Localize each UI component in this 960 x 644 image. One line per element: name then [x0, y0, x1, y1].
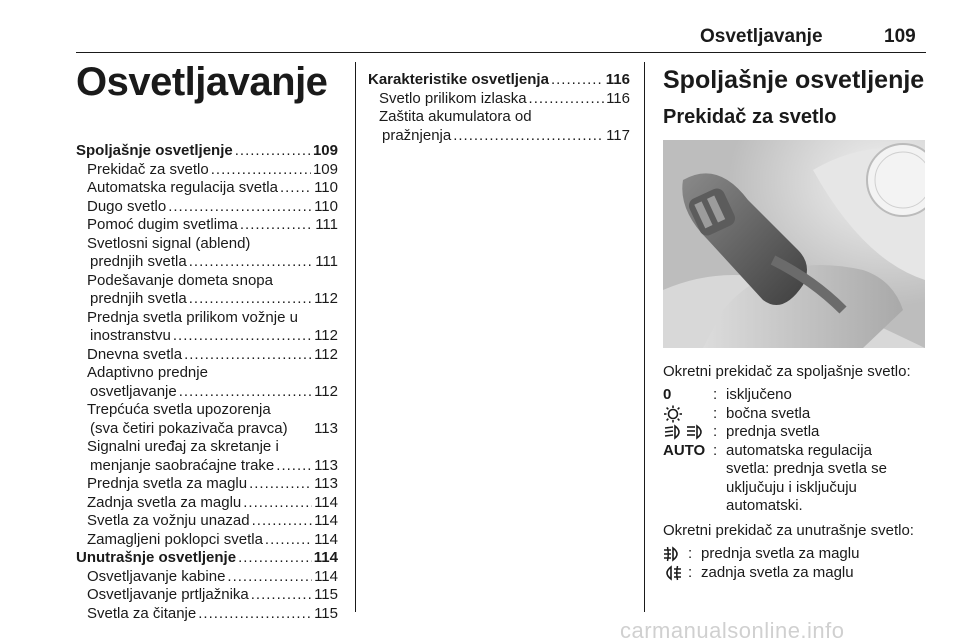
- toc-page-number: 112: [314, 290, 338, 307]
- toc-entry-text: Pomoć dugim svetlima: [87, 216, 238, 233]
- toc-page-number: 111: [315, 216, 338, 233]
- toc-page-number: 117: [606, 126, 630, 144]
- toc-leader-dots: [529, 90, 605, 107]
- toc-entry[interactable]: [76, 494, 338, 513]
- toc-leader-dots: [249, 475, 312, 492]
- toc-entry-text: Dugo svetlo: [87, 197, 167, 215]
- toc-leader-dots: [184, 346, 312, 363]
- watermark: carmanualsonline.info: [620, 618, 845, 643]
- toc-entry[interactable]: [76, 235, 338, 254]
- toc-entry[interactable]: [76, 364, 338, 383]
- toc-page-number: 114: [314, 493, 338, 511]
- toc-entry[interactable]: [76, 290, 338, 309]
- light-switch-photo: [663, 140, 925, 348]
- rear-fog-light-icon: [663, 564, 688, 583]
- toc-leader-dots: [551, 71, 604, 88]
- colon: :: [688, 545, 693, 562]
- legend-desc: zadnja svetla za maglu: [701, 563, 854, 581]
- toc-entry[interactable]: [76, 327, 338, 346]
- toc-entry-text: Trepćuća svetla upozorenja: [87, 401, 271, 418]
- toc-entry-text: Karakteristike osvetljenja: [368, 71, 549, 88]
- toc-leader-dots: [280, 179, 312, 196]
- toc-entry-text: Podešavanje dometa snopa: [87, 271, 273, 289]
- section-title: Spoljašnje osvetljenje: [663, 66, 925, 94]
- column-divider-1: [355, 62, 356, 612]
- legend-desc-line: automatska regulacija: [726, 441, 872, 459]
- toc-page-number: 115: [314, 586, 338, 603]
- colon: :: [713, 423, 718, 440]
- toc-page-number: 112: [314, 382, 338, 400]
- subsection-title: Prekidač za svetlo: [663, 106, 837, 128]
- toc-entry[interactable]: [76, 420, 338, 439]
- toc-entry-text: Unutrašnje osvetljenje: [76, 549, 237, 566]
- toc-leader-dots: [251, 586, 312, 603]
- legend-desc: bočna svetla: [726, 404, 811, 422]
- legend-desc: prednja svetla: [726, 423, 820, 440]
- toc-entry-text: Svetla za vožnju unazad: [87, 512, 250, 529]
- toc-page-number: 115: [314, 604, 338, 622]
- toc-page-number: 111: [315, 253, 338, 270]
- page-number: 109: [884, 26, 916, 47]
- toc-leader-dots: [252, 512, 312, 529]
- legend-row: [663, 386, 926, 405]
- zero-symbol: 0: [663, 386, 672, 403]
- toc-entry-text: Adaptivno prednje: [87, 364, 208, 381]
- toc-entry[interactable]: [368, 108, 630, 127]
- toc-page-number: 113: [314, 456, 338, 474]
- toc-leader-dots: [173, 327, 312, 344]
- toc-leader-dots: [211, 161, 311, 178]
- legend-desc-line: automatski.: [726, 497, 803, 514]
- toc-page-number: 109: [312, 160, 338, 178]
- colon: :: [688, 563, 693, 581]
- toc-entry-text: Prekidač za svetlo: [87, 160, 209, 178]
- toc-leader-dots: [227, 568, 312, 585]
- toc-entry-text: Svetlo prilikom izlaska: [379, 89, 527, 107]
- toc-entry-text: Prednja svetla za maglu: [87, 475, 248, 492]
- toc-entry-text: menjanje saobraćajne trake: [90, 456, 275, 474]
- toc-leader-dots: [453, 127, 604, 144]
- toc-page-number: 112: [314, 345, 338, 363]
- chapter-title: Osvetljavanje: [76, 60, 328, 104]
- toc-leader-dots: [243, 494, 312, 511]
- toc-page-number: 112: [314, 327, 338, 344]
- toc-page-number: 109: [312, 142, 338, 159]
- toc-entry-text: Dnevna svetla: [87, 345, 183, 363]
- legend-desc-line: svetla: prednja svetla se: [726, 460, 887, 477]
- legend-desc: prednja svetla za maglu: [701, 545, 860, 562]
- toc-entry[interactable]: [76, 475, 338, 494]
- toc-entry[interactable]: [76, 512, 338, 531]
- toc-entry[interactable]: [76, 198, 338, 217]
- legend-desc-line: uključuju i isključuju: [726, 478, 857, 496]
- toc-entry[interactable]: [76, 457, 338, 476]
- toc-entry-text: prednjih svetla: [90, 253, 187, 270]
- toc-entry[interactable]: [76, 179, 338, 198]
- auto-symbol: AUTO: [663, 441, 706, 459]
- toc-page-number: 110: [314, 197, 338, 215]
- toc-leader-dots: [189, 253, 313, 270]
- toc-page-number: 116: [606, 89, 630, 107]
- toc-entry-text: Spoljašnje osvetljenje: [76, 142, 233, 159]
- toc-entry-text: Automatska regulacija svetla: [87, 179, 278, 196]
- toc-entry[interactable]: [76, 586, 338, 605]
- toc-entry-text: pražnjenja: [382, 126, 452, 144]
- toc-entry-text: Signalni uređaj za skretanje i: [87, 438, 279, 455]
- header-rule: [76, 52, 926, 53]
- toc-entry[interactable]: [76, 272, 338, 291]
- toc-entry-text: Osvetljavanje prtljažnika: [87, 586, 249, 603]
- toc-section-entry[interactable]: [76, 142, 338, 161]
- toc-leader-dots: [276, 457, 312, 474]
- side-light-icon: [663, 405, 713, 424]
- toc-entry[interactable]: [76, 253, 338, 272]
- colon: :: [713, 441, 718, 459]
- column-divider-2: [644, 62, 645, 612]
- toc-leader-dots: [168, 198, 312, 215]
- toc-column-2: [368, 71, 630, 145]
- toc-entry[interactable]: [368, 127, 630, 146]
- toc-page-number: 116: [605, 71, 630, 88]
- outer-switch-legend: [663, 386, 926, 516]
- toc-section-entry[interactable]: [76, 549, 338, 568]
- toc-page-number: 114: [314, 530, 338, 548]
- legend-desc: isključeno: [726, 386, 792, 403]
- colon: :: [713, 386, 718, 403]
- toc-entry[interactable]: [76, 383, 338, 402]
- toc-entry[interactable]: [76, 568, 338, 587]
- toc-page-number: 114: [314, 512, 338, 529]
- toc-entry[interactable]: [76, 605, 338, 624]
- toc-leader-dots: [238, 549, 312, 566]
- toc-leader-dots: [179, 383, 312, 400]
- caption-inner: Okretni prekidač za unutrašnje svetlo:: [663, 522, 914, 539]
- legend-desc: [726, 442, 926, 516]
- toc-entry[interactable]: [76, 346, 338, 365]
- toc-page-number: 113: [314, 475, 338, 492]
- page-header-title: Osvetljavanje: [700, 26, 823, 47]
- toc-entry[interactable]: [76, 309, 338, 328]
- toc-entry[interactable]: [76, 531, 338, 550]
- toc-entry[interactable]: [76, 161, 338, 180]
- legend-row: [663, 564, 901, 583]
- toc-entry-text: Zadnja svetla za maglu: [87, 493, 242, 511]
- toc-page-number: 114: [314, 567, 338, 585]
- toc-entry-text: Prednja svetla prilikom vožnje u: [87, 308, 298, 326]
- legend-row: [663, 423, 926, 442]
- toc-entry-text: inostranstvu: [90, 327, 171, 344]
- legend-row: [663, 442, 926, 516]
- toc-entry[interactable]: [76, 401, 338, 420]
- toc-entry-text: Osvetljavanje kabine: [87, 567, 226, 585]
- toc-section-entry[interactable]: [368, 71, 630, 90]
- colon: :: [713, 404, 718, 422]
- toc-entry[interactable]: [76, 438, 338, 457]
- caption-outer: Okretni prekidač za spoljašnje svetlo:: [663, 363, 911, 380]
- toc-page-number: 114: [313, 549, 338, 566]
- toc-page-number: 113: [314, 419, 338, 437]
- legend-row: [663, 405, 926, 424]
- toc-entry[interactable]: [76, 216, 338, 235]
- front-fog-light-icon: [663, 545, 688, 564]
- toc-leader-dots: [189, 290, 312, 307]
- headlight-icon: [663, 423, 713, 442]
- toc-entry-text: osvetljavanje: [90, 382, 177, 400]
- toc-column-1: [76, 142, 338, 623]
- toc-entry-text: (sva četiri pokazivača pravca): [90, 419, 288, 437]
- toc-page-number: 110: [314, 179, 338, 196]
- toc-entry-text: Svetlosni signal (ablend): [87, 234, 251, 252]
- legend-row: [663, 545, 901, 564]
- inner-switch-legend: [663, 545, 901, 582]
- toc-entry[interactable]: [368, 90, 630, 109]
- toc-leader-dots: [240, 216, 313, 233]
- toc-entry-text: prednjih svetla: [90, 290, 187, 307]
- toc-leader-dots: [235, 142, 311, 159]
- toc-entry-text: Svetla za čitanje: [87, 604, 197, 622]
- toc-entry-text: Zaštita akumulatora od: [379, 108, 532, 125]
- toc-leader-dots: [265, 531, 312, 548]
- toc-entry-text: Zamagljeni poklopci svetla: [87, 530, 263, 548]
- toc-leader-dots: [198, 605, 312, 622]
